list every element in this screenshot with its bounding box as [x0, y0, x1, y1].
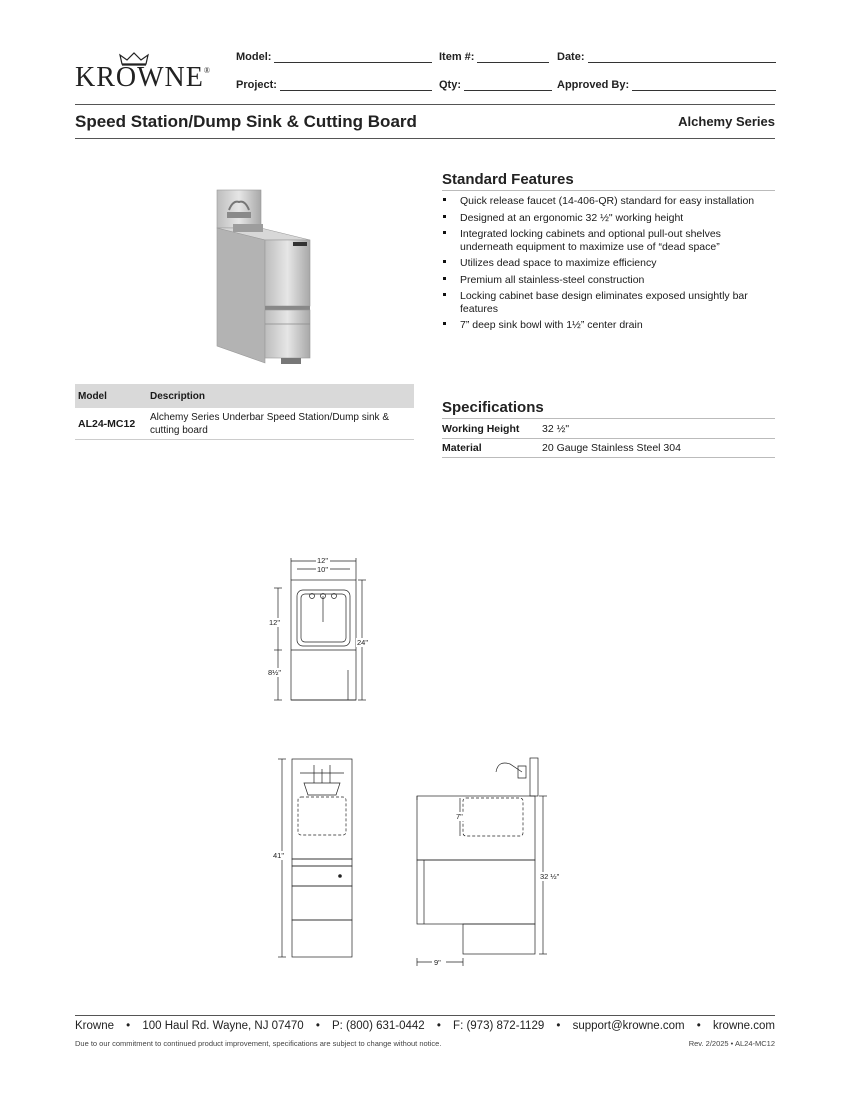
dim-total-depth: 24" — [357, 638, 369, 647]
footer-disclaimer: Due to our commitment to continued product improvement, specifications are subject to change without notice. — [75, 1039, 442, 1048]
footer-contact: Krowne • 100 Haul Rd. Wayne, NJ 07470 • P: (800) 631-0442 • F: (973) 872-1129 • support@krowne.com • krowne.com — [75, 1020, 775, 1032]
footer-revision: Rev. 2/2025 • AL24-MC12 — [688, 1039, 775, 1048]
footer-company: Krowne — [75, 1020, 114, 1032]
page-title: Speed Station/Dump Sink & Cutting Board — [75, 112, 417, 131]
spec-value: 20 Gauge Stainless Steel 304 — [542, 442, 681, 454]
list-item: Designed at an ergonomic 32 ½" working height — [442, 212, 775, 225]
table-row — [442, 420, 775, 439]
list-item: Integrated locking cabinets and optional pull-out shelves underneath equipment to maximize use of “dead space” — [442, 228, 775, 253]
footer-fax: F: (973) 872-1129 — [453, 1020, 545, 1032]
dim-working-height: 32 ½" — [540, 872, 560, 881]
item-input-line[interactable] — [477, 51, 549, 63]
model-column-header: Model — [78, 390, 107, 402]
footer-address: 100 Haul Rd. Wayne, NJ 07470 — [142, 1020, 304, 1032]
features-list — [442, 195, 775, 336]
footer-website[interactable]: krowne.com — [712, 1020, 775, 1032]
series-name: Alchemy Series — [678, 114, 775, 129]
list-item: Premium all stainless-steel construction — [442, 274, 775, 287]
qty-input-line[interactable] — [464, 79, 552, 91]
model-input-line[interactable] — [274, 51, 432, 63]
model-field: Model: — [236, 51, 432, 63]
list-item: Quick release faucet (14-406-QR) standard for easy installation — [442, 195, 775, 208]
model-table-header — [75, 384, 414, 408]
item-field: Item #: — [439, 51, 549, 63]
date-field: Date: — [557, 51, 776, 63]
specifications-title: Specifications — [442, 399, 775, 419]
spec-value: 32 ½" — [542, 423, 570, 435]
brand-wordmark: KROWNE® — [75, 62, 211, 93]
project-field: Project: — [236, 79, 432, 91]
model-number: AL24-MC12 — [78, 417, 136, 430]
dim-overall-height: 41" — [273, 851, 285, 860]
dim-width-outer: 12" — [317, 556, 329, 565]
footer-phone: P: (800) 631-0442 — [332, 1020, 425, 1032]
model-description: Alchemy Series Underbar Speed Station/Dump sink & cutting board — [150, 411, 390, 436]
table-row — [442, 439, 775, 458]
model-table — [75, 384, 414, 440]
top-view-drawing — [262, 552, 377, 707]
description-column-header: Description — [150, 390, 206, 402]
product-photo — [215, 188, 315, 368]
header-divider — [75, 104, 775, 105]
list-item: Locking cabinet base design eliminates exposed unsightly bar features — [442, 290, 775, 315]
features-title: Standard Features — [442, 171, 775, 191]
dim-base-depth: 9" — [434, 958, 441, 967]
footer-divider — [75, 1015, 775, 1016]
dim-board-depth: 8½" — [268, 668, 282, 677]
approved-by-input-line[interactable] — [632, 79, 776, 91]
date-input-line[interactable] — [588, 51, 776, 63]
title-divider — [75, 138, 775, 139]
krowne-logo — [75, 52, 220, 92]
qty-field: Qty: — [439, 79, 552, 91]
side-view-drawing — [410, 752, 570, 970]
front-view-drawing — [270, 755, 360, 965]
spec-key: Working Height — [442, 423, 520, 435]
project-input-line[interactable] — [280, 79, 432, 91]
list-item: Utilizes dead space to maximize efficiency — [442, 257, 775, 270]
dim-bowl-depth: 7" — [456, 812, 463, 821]
specifications-table — [442, 420, 775, 458]
list-item: 7” deep sink bowl with 1½” center drain — [442, 319, 775, 332]
footer-email[interactable]: support@krowne.com — [572, 1020, 685, 1032]
dim-width-inner: 10" — [317, 565, 329, 574]
dim-sink-depth: 12" — [269, 618, 281, 627]
table-row — [75, 408, 414, 440]
approved-by-field: Approved By: — [557, 79, 776, 91]
spec-key: Material — [442, 442, 482, 454]
